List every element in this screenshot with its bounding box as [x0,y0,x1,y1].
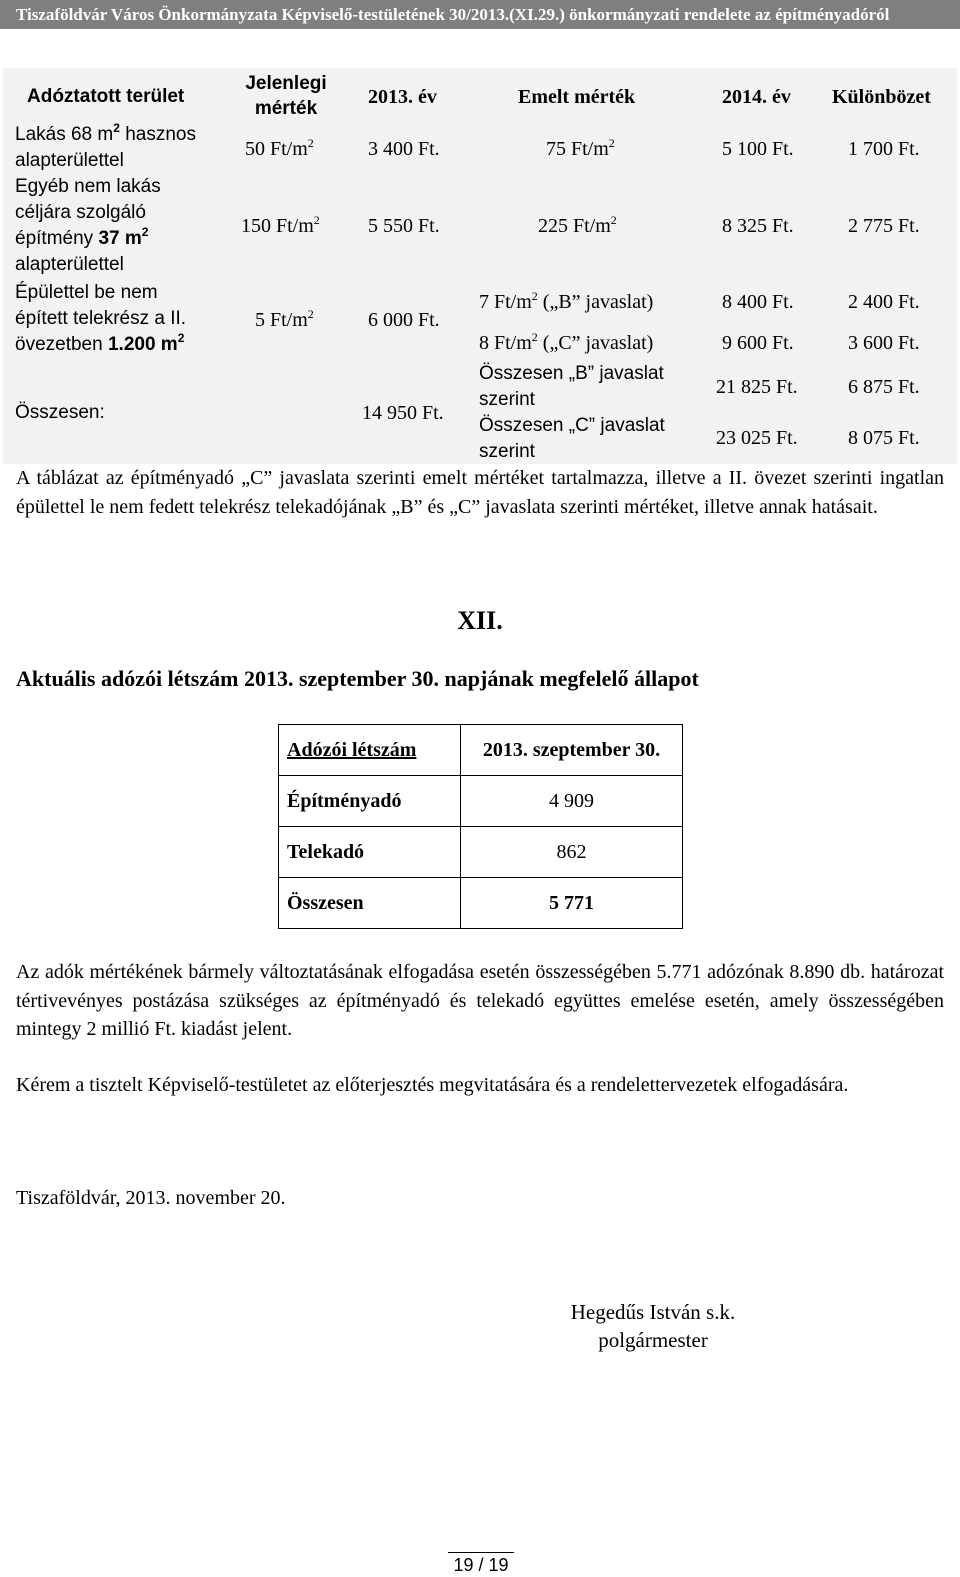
row1-2014: 5 100 Ft. [722,138,794,160]
row1-raised: 75 $Ft/m^2$ [546,136,615,160]
table-row [279,827,683,878]
document-header: Tiszaföldvár Város Önkormányzata Képviselő-testületének 30/2013.(XI.29.) önkormányzati rendelete az építményadóról [0,0,960,29]
row2-current: 150 $Ft/m^2$ [241,213,320,237]
page-number: 19 / 19 [448,1552,514,1577]
count-header-label: Adózói létszám [279,725,461,776]
total-c-difference: 8 075 Ft. [848,427,920,449]
signatory-role: polgármester [598,1328,708,1352]
row1-2013: 3 400 Ft. [368,138,440,160]
row1-current: 50 $Ft/m^2$ [245,136,314,160]
table-row [279,725,683,776]
row2-raised: 225 $Ft/m^2$ [538,213,617,237]
header-2014: 2014. év [722,86,791,108]
row3-area: Épülettel be nem épített telekrész a II. övezetben 1.200 $m^2$ [15,282,187,355]
row2-difference: 2 775 Ft. [848,215,920,237]
tax-comparison-table [3,68,957,464]
row3-raised-c: 8 $Ft/m^2$ („C” javaslat) [479,330,654,354]
header-raised: Emelt mérték [518,86,636,108]
count-total-label: Összesen [279,878,461,929]
request-paragraph: Kérem a tisztelt Képviselő-testületet az előterjesztés megvitatására és a rendelettervezetek elfogadására. [16,1074,849,1096]
table-row [279,878,683,929]
header-difference: Különbözet [832,86,931,108]
total-2013: 14 950 Ft. [362,402,444,424]
section-number: XII. [457,606,503,635]
total-c-label: Összesen „C” javaslat szerint [479,415,665,462]
row3-2014-b: 8 400 Ft. [722,291,794,313]
row3-difference-c: 3 600 Ft. [848,332,920,354]
count-total-value: 5 771 [461,878,683,929]
row3-current: 5 $Ft/m^2$ [255,307,314,331]
row3-raised-b: 7 $Ft/m^2$ („B” javaslat) [479,289,654,313]
place-date: Tiszaföldvár, 2013. november 20. [16,1187,286,1209]
row2-2013: 5 550 Ft. [368,215,440,237]
row2-2014: 8 325 Ft. [722,215,794,237]
row3-2013: 6 000 Ft. [368,309,440,331]
cost-paragraph: Az adók mértékének bármely változtatásának elfogadása esetén összességében 5.771 adózónak 8.890 db. határozat tértivevényes postázása szükséges az építményadó és telekadó együttes emelése esetén, amely összességében mintegy 2 millió Ft. kiadást jelent. [16,961,944,1040]
total-b-label: Összesen „B” javaslat szerint [479,363,664,410]
count-label: Építményadó [279,776,461,827]
row2-area: Egyéb nem lakás céljára szolgáló építmény 37 $m^2$ alapterülettel [15,176,161,275]
section-title: Aktuális adózói létszám 2013. szeptember 30. napjának megfelelő állapot [16,666,699,691]
count-value: 862 [461,827,683,878]
count-header-date: 2013. szeptember 30. [461,725,683,776]
signature-block [500,1298,806,1354]
row1-difference: 1 700 Ft. [848,138,920,160]
count-value: 4 909 [461,776,683,827]
header-area: Adóztatott terület [27,86,185,107]
total-b-difference: 6 875 Ft. [848,376,920,398]
signatory-name: Hegedűs István s.k. [570,1300,736,1324]
header-2013: 2013. év [368,86,437,108]
total-label: Összesen: [15,402,105,423]
taxpayer-count-table [278,724,683,929]
table-row [279,776,683,827]
table-explanation-paragraph: A táblázat az építményadó „C” javaslata szerinti emelt mértéket tartalmazza, illetve a II. övezet szerinti ingatlan épülettel le nem fedett telekrész telekadójának „B” és „C” javaslata szerinti mértéket, illetve annak hatásait. [16,467,944,518]
row1-area: Lakás 68 $m^2$ hasznos alapterülettel [15,121,196,171]
total-c-2014: 23 025 Ft. [716,427,798,449]
count-label: Telekadó [279,827,461,878]
total-b-2014: 21 825 Ft. [716,376,798,398]
header-current: Jelenlegi mérték [245,73,327,119]
row3-difference-b: 2 400 Ft. [848,291,920,313]
row3-2014-c: 9 600 Ft. [722,332,794,354]
